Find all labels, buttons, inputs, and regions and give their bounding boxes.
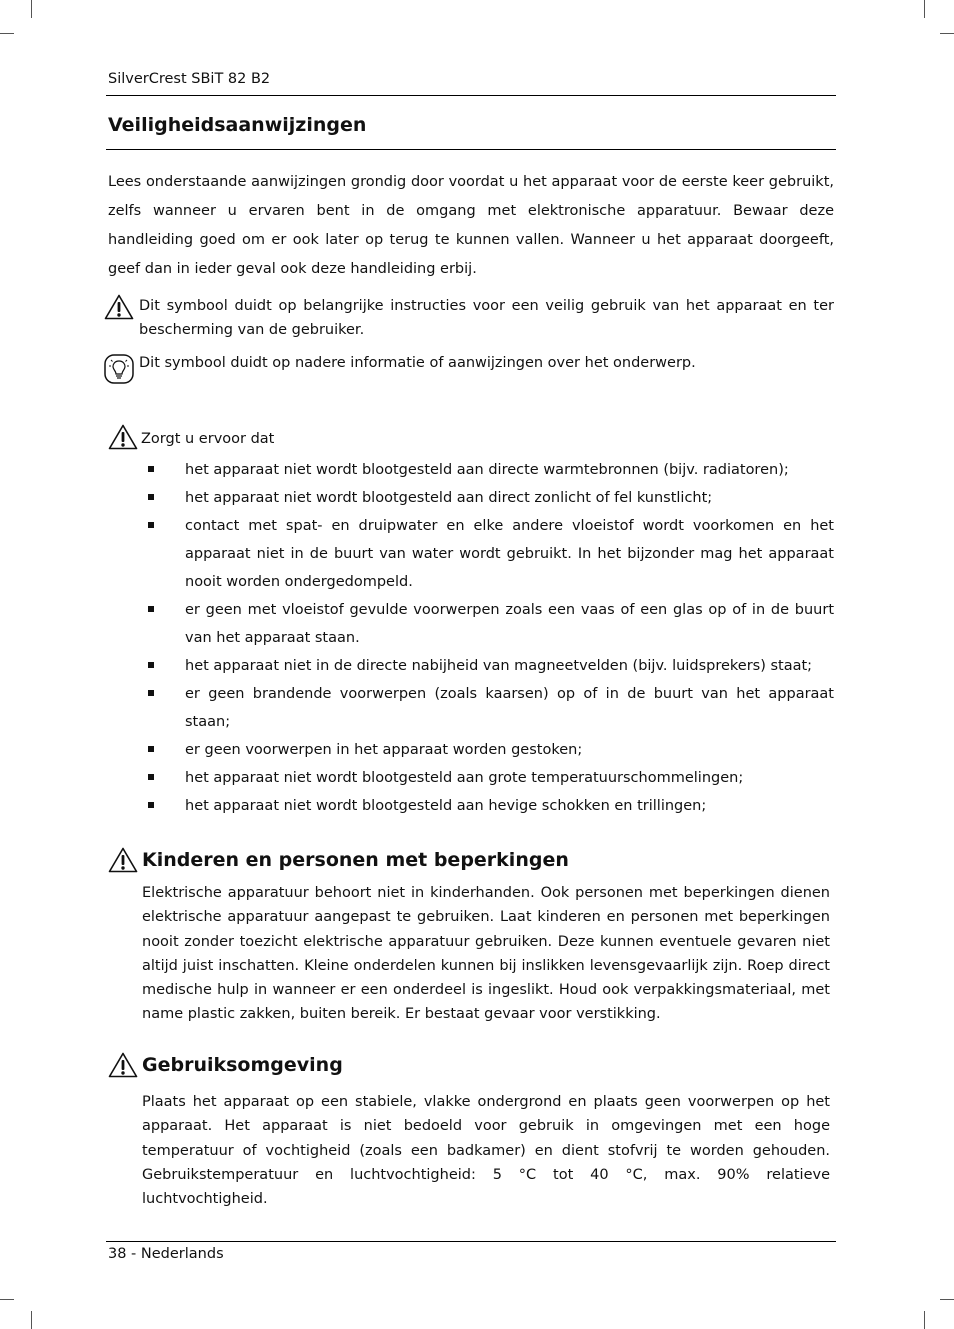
warning-symbol-note xyxy=(104,294,834,342)
precautions-list xyxy=(108,456,834,820)
crop-mark xyxy=(31,1311,32,1329)
list-item: er geen met vloeistof gevulde voorwerpen zoals een vaas of een glas op of in de buurt van het apparaat staan. xyxy=(108,596,834,652)
page-footer: 38 - Nederlands xyxy=(108,1246,224,1262)
environment-title: Gebruiksomgeving xyxy=(142,1054,343,1076)
children-title: Kinderen en personen met beperkingen xyxy=(142,849,569,871)
intro-paragraph: Lees onderstaande aanwijzingen grondig door voordat u het apparaat voor de eerste keer gebruikt, zelfs wanneer u ervaren bent in de omgang met elektronische apparatuur. Bewaar deze handleiding goed om er ook later op terug te kunnen vallen. Wanneer u het apparaat doorgeeft, geef dan in ieder geval ook deze handleiding erbij. xyxy=(108,174,834,277)
header-rule xyxy=(106,95,836,96)
page-header: SilverCrest SBiT 82 B2 xyxy=(108,71,271,87)
warning-note-text: Dit symbool duidt op belangrijke instructies voor een veilig gebruik van het apparaat en ter bescherming van de gebruiker. xyxy=(139,298,834,338)
bullet-square xyxy=(148,466,154,472)
list-item: het apparaat niet wordt blootgesteld aan direct zonlicht of fel kunstlicht; xyxy=(108,484,834,512)
bullet-square xyxy=(148,606,154,612)
bullet-square xyxy=(148,690,154,696)
list-item: er geen brandende voorwerpen (zoals kaarsen) op of in de buurt van het apparaat staan; xyxy=(108,680,834,736)
title-rule xyxy=(106,149,836,150)
bullet-square xyxy=(148,522,154,528)
list-item: er geen voorwerpen in het apparaat worden gestoken; xyxy=(108,736,834,764)
children-paragraph: Elektrische apparatuur behoort niet in kinderhanden. Ook personen met beperkingen dienen elektrische apparatuur aangepast te gebruiken. Laat kinderen en personen met beperkingen nooit zonder toezicht elektrische apparatuur gebruiken. Deze kunnen eventuele gevaren niet altijd juist inschatten. Kleine onderdelen kunnen bij inslikken levensgevaarlijk zijn. Roep direct medische hulp in wanneer er een onderdeel is ingeslikt. Houd ook verpakkingsmateriaal, met name plastic zakken, buiten bereik. Er bestaat gevaar voor verstikking. xyxy=(142,885,830,1023)
precautions-intro-text: Zorgt u ervoor dat xyxy=(141,431,275,447)
crop-mark xyxy=(0,33,14,34)
list-item: het apparaat niet wordt blootgesteld aan directe warmtebronnen (bijv. radiatoren); xyxy=(108,456,834,484)
warning-triangle-icon xyxy=(108,1052,138,1078)
crop-mark xyxy=(940,33,954,34)
list-item: contact met spat- en druipwater en elke andere vloeistof wordt voorkomen en het apparaat niet in de buurt van water wordt gebruikt. In het bijzonder mag het apparaat nooit worden ondergedompeld. xyxy=(108,512,834,596)
lightbulb-icon xyxy=(104,354,134,384)
crop-mark xyxy=(924,1311,925,1329)
crop-mark xyxy=(924,0,925,18)
warning-triangle-icon xyxy=(104,294,134,320)
crop-mark xyxy=(940,1299,954,1300)
bullet-square xyxy=(148,494,154,500)
list-item: het apparaat niet wordt blootgesteld aan hevige schokken en trillingen; xyxy=(108,792,834,820)
warning-triangle-icon xyxy=(108,847,138,873)
footer-rule xyxy=(106,1241,836,1242)
section-title: Veiligheidsaanwijzingen xyxy=(108,114,367,136)
list-item: het apparaat niet wordt blootgesteld aan grote temperatuurschommelingen; xyxy=(108,764,834,792)
info-note-text: Dit symbool duidt op nadere informatie of aanwijzingen over het onderwerp. xyxy=(139,355,696,371)
list-item: het apparaat niet in de directe nabijheid van magneetvelden (bijv. luidsprekers) staat; xyxy=(108,652,834,680)
crop-mark xyxy=(31,0,32,18)
info-symbol-note xyxy=(104,351,834,375)
bullet-square xyxy=(148,774,154,780)
crop-mark xyxy=(0,1299,14,1300)
environment-paragraph: Plaats het apparaat op een stabiele, vlakke ondergrond en plaats geen voorwerpen op het apparaat. Het apparaat is niet bedoeld voor gebruik in omgevingen met een hoge temperatuur of vochtigheid (zoals een badkamer) en dient stofvrij te worden gehouden. Gebruikstemperatuur en luchtvochtigheid: 5 °C tot 40 °C, max. 90% relatieve luchtvochtigheid. xyxy=(142,1094,830,1208)
bullet-square xyxy=(148,662,154,668)
warning-triangle-icon xyxy=(108,424,138,450)
bullet-square xyxy=(148,746,154,752)
bullet-square xyxy=(148,802,154,808)
